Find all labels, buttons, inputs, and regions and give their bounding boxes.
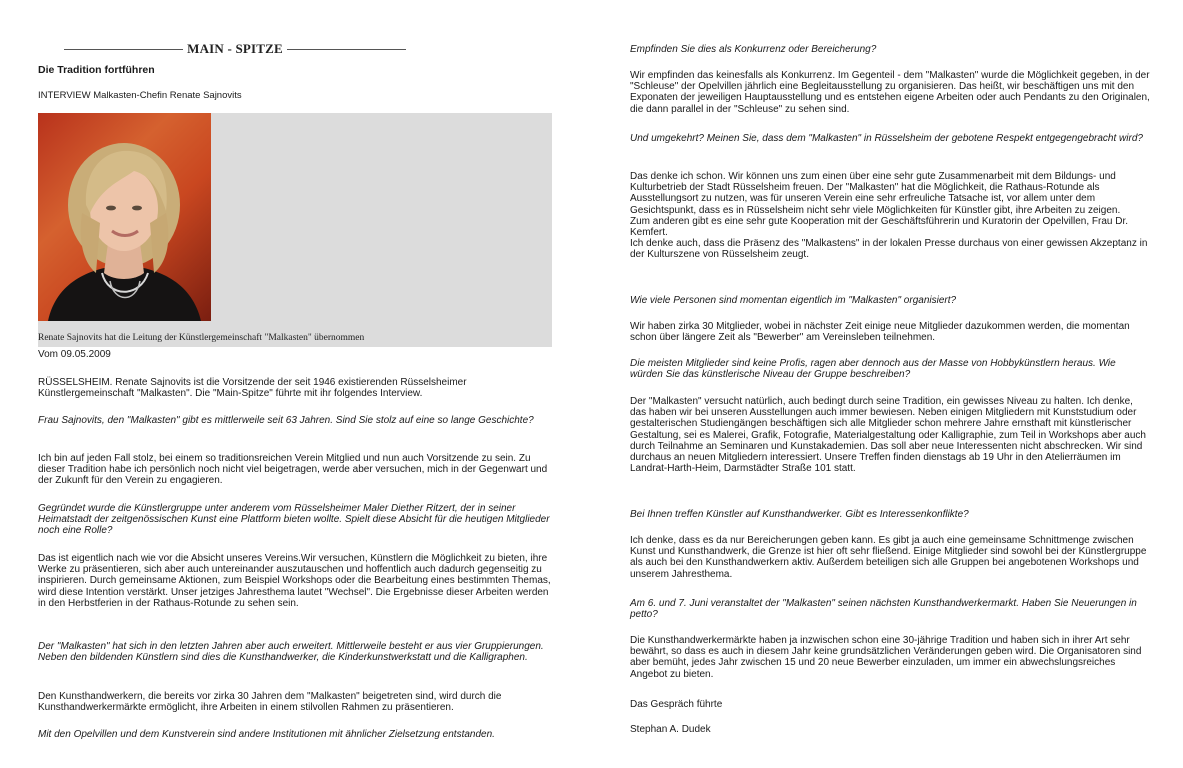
left-paragraph: RÜSSELSHEIM. Renate Sajnovits ist die Vorsitzende der seit 1946 existierenden Rüsselsheimer Künstlergemeinschaft "Malkasten". Die "Main-Spitze" führte mit ihr folgendes Interview. <box>38 377 467 400</box>
masthead-title: MAIN - SPITZE <box>187 41 283 56</box>
right-paragraph: Bei Ihnen treffen Künstler auf Kunsthandwerker. Gibt es Interessenkonflikte? <box>630 509 969 520</box>
photo-frame <box>38 113 552 347</box>
article-subhead: INTERVIEW Malkasten-Chefin Renate Sajnovits <box>38 90 242 101</box>
masthead-rule-right <box>287 49 406 50</box>
photo-caption: Renate Sajnovits hat die Leitung der Künstlergemeinschaft "Malkasten" übernommen <box>38 333 365 343</box>
left-paragraph: Den Kunsthandwerkern, die bereits vor zirka 30 Jahren dem "Malkasten" beigetreten sind, wird durch die Kunsthandwerkermärkte ermöglicht, ihre Arbeiten in einem stilvollen Rahmen zu präsentieren. <box>38 691 502 714</box>
right-paragraph: Ich denke, dass es da nur Bereicherungen geben kann. Es gibt ja auch eine gemeinsame Schnittmenge zwischen Kunst und Kunsthandwerk, die Grenze ist hier oft sehr fließend. Einige Mitglieder sind sowohl bei der Künstlergruppe als auch bei den Kunsthandwerkern aktiv. Außerdem beteiligen sich alle Gruppen bei angebotenen Workshops und unserem Jahresthema. <box>630 535 1147 580</box>
right-paragraph: Die Kunsthandwerkermärkte haben ja inzwischen schon eine 30-jährige Tradition und haben sich in ihrer Art sehr bewährt, so dass es auch in diesem Jahr keine grundsätzlichen Veränderungen geben wird. Die Organisatoren sind aber bemüht, jedes Jahr zwischen 15 und 20 neue Bewerber einzuladen, um immer ein abwechslungsreiches Angebot zu bieten. <box>630 635 1142 680</box>
left-paragraph: Mit den Opelvillen und dem Kunstverein sind andere Institutionen mit ähnlicher Zielsetzung entstanden. <box>38 729 495 740</box>
right-paragraph: Wir haben zirka 30 Mitglieder, wobei in nächster Zeit einige neue Mitglieder dazukommen werden, die momentan schon über längere Zeit als "Bewerber" am Vereinsleben teilnehmen. <box>630 321 1130 344</box>
right-paragraph: Die meisten Mitglieder sind keine Profis, ragen aber dennoch aus der Masse von Hobbykünstlern heraus. Wie würden Sie das künstlerische Niveau der Gruppe beschreiben? <box>630 358 1116 381</box>
left-paragraph: Ich bin auf jeden Fall stolz, bei einem so traditionsreichen Verein Mitglied und nun auch Vorsitzende zu sein. Zu dieser Tradition habe ich persönlich noch nicht viel beigetragen, werde aber versuchen, mich in der Gegenwart und der Zukunft für den Verein zu engagieren. <box>38 453 548 487</box>
right-paragraph: Wie viele Personen sind momentan eigentlich im "Malkasten" organisiert? <box>630 295 957 306</box>
right-paragraph: Das denke ich schon. Wir können uns zum einen über eine sehr gute Zusammenarbeit mit dem Bildungs- und Kulturbetrieb der Stadt Rüsselsheim freuen. Der "Malkasten" hat die Möglichkeit, die Rathaus-Rotunde als Ausstellungsort zu nutzen, was für unseren Verein eine sehr erfreuliche Tatsache ist, vor allem unter dem Gesichtspunkt, dass es in Rüsselsheim nicht sehr viele Möglichkeiten für Künstler gibt, ihre Arbeiten zu zeigen. Zum anderen gibt es eine sehr gute Kooperation mit der Geschäftsführerin und Kuratorin der Opelvillen, Frau Dr. Kemfert. Ich denke auch, dass die Präsenz des "Malkastens" in der lokalen Presse durchaus von einer gewissen Akzeptanz in der Kulturszene von Rüsselsheim zeugt. <box>630 171 1148 261</box>
left-paragraph: Frau Sajnovits, den "Malkasten" gibt es mittlerweile seit 63 Jahren. Sind Sie stolz auf eine so lange Geschichte? <box>38 415 534 426</box>
article-headline: Die Tradition fortführen <box>38 64 155 76</box>
right-paragraph: Am 6. und 7. Juni veranstaltet der "Malkasten" seinen nächsten Kunsthandwerkermarkt. Haben Sie Neuerungen in petto? <box>630 598 1137 621</box>
author-name: Stephan A. Dudek <box>630 724 711 735</box>
article-date: Vom 09.05.2009 <box>38 349 111 360</box>
right-paragraph: Empfinden Sie dies als Konkurrenz oder Bereicherung? <box>630 44 877 55</box>
right-paragraph: Wir empfinden das keinesfalls als Konkurrenz. Im Gegenteil - dem "Malkasten" wurde die Möglichkeit gegeben, in der "Schleuse" der Opelvillen jährlich eine Begleitausstellung zu organisieren. Das heißt, wir beschäftigen uns mit den Exponaten der jeweiligen Hauptausstellung und es entstehen eigene Arbeiten oder auch Pendants zu den Originalen, die dann parallel in der "Schleuse" zu sehen sind. <box>630 70 1150 115</box>
masthead-rule-left <box>64 49 183 50</box>
right-paragraph: Und umgekehrt? Meinen Sie, dass dem "Malkasten" in Rüsselsheim der gebotene Respekt entgegengebracht wird? <box>630 133 1143 144</box>
left-paragraph: Gegründet wurde die Künstlergruppe unter anderem vom Rüsselsheimer Maler Diether Ritzert, der in seiner Heimatstadt der zeitgenössischen Kunst eine Plattform bieten wollte. Spielt diese Absicht für die heutigen Mitglieder noch eine Rolle? <box>38 503 550 537</box>
portrait-photo <box>38 113 211 321</box>
right-paragraph: Das Gespräch führte <box>630 699 723 710</box>
masthead <box>64 42 406 56</box>
left-paragraph: Der "Malkasten" hat sich in den letzten Jahren aber auch erweitert. Mittlerweile besteht er aus vier Gruppierungen. Neben den bildenden Künstlern sind dies die Kunsthandwerker, die Kinderkunstwerkstatt und die Kalligraphen. <box>38 641 544 664</box>
left-paragraph: Das ist eigentlich nach wie vor die Absicht unseres Vereins.Wir versuchen, Künstlern die Möglichkeit zu bieten, ihre Werke zu präsentieren, sich aber auch untereinander auszutauschen und hoffentlich auch dadurch gegenseitig zu inspirieren. Durch gemeinsame Aktionen, zum Beispiel Workshops oder die Bearbeitung eines bestimmten Themas, wird diese Intention verstärkt. Unser jetziges Jahresthema lautet "Wechsel". Die Ergebnisse dieser Arbeiten werden in den Herbstferien in der Rathaus-Rotunde zu sehen sein. <box>38 553 551 609</box>
portrait-illustration <box>38 113 211 321</box>
right-paragraph: Der "Malkasten" versucht natürlich, auch bedingt durch seine Tradition, ein gewisses Niveau zu halten. Ich denke, das haben wir bei unseren Ausstellungen auch immer bewiesen. Neben einigen Mitgliedern mit Kunststudium oder gestalterischen Studiengängen beschäftigen sich alle Mitglieder schon mehrere Jahre ernsthaft mit künstlerischer Gestaltung, sei es Malerei, Grafik, Fotografie, Materialgestaltung oder Kalligraphie, zum Teil in Workshops aber auch durch Teilnahme an Seminaren und Kunstakademien. Das soll aber neue Interessenten nicht abschrecken. Wir sind durchaus an neuen Mitgliedern interessiert. Unsere Treffen finden dienstags ab 19 Uhr in den Atelierräumen im Landrat-Harth-Heim, Darmstädter Straße 101 statt. <box>630 396 1146 475</box>
